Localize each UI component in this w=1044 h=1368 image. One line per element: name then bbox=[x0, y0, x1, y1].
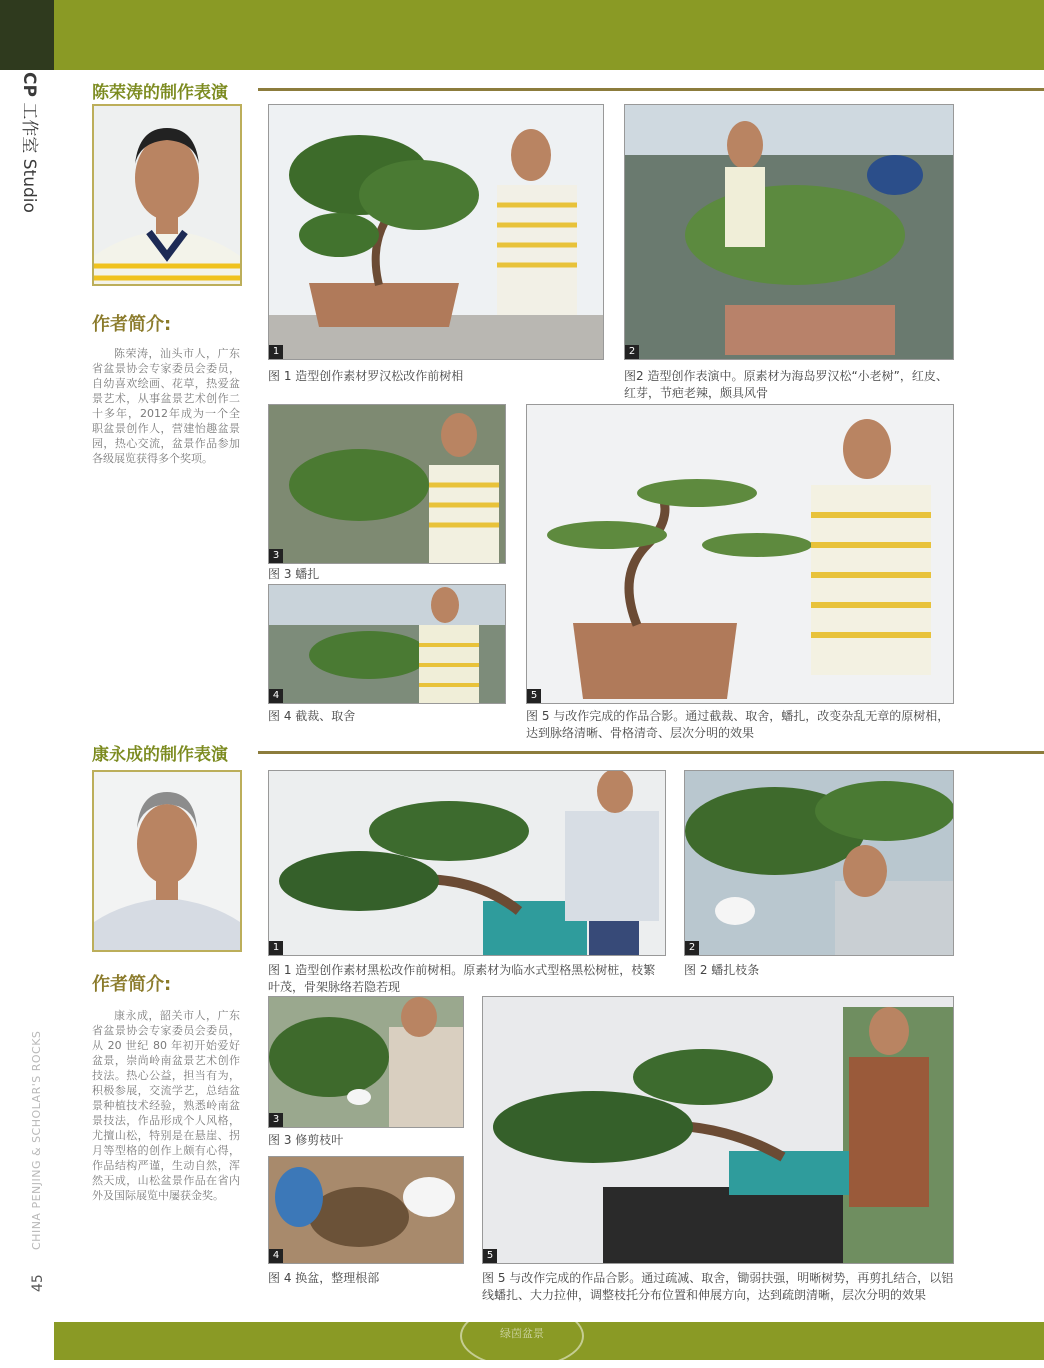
s1-photo-2-number: 2 bbox=[625, 345, 639, 359]
s2-photo-4-image bbox=[269, 1157, 463, 1263]
s1-photo-2-image bbox=[625, 105, 953, 359]
watermark-stamp: 绿茵盆景 bbox=[460, 1304, 584, 1368]
page-number-box bbox=[30, 1266, 50, 1296]
s2-photo-3-number: 3 bbox=[269, 1113, 283, 1127]
s1-photo-5 bbox=[526, 404, 954, 704]
s2-caption-4: 图 4 换盆，整理根部 bbox=[268, 1271, 380, 1285]
s2-photo-1 bbox=[268, 770, 666, 956]
s2-caption-2: 图 2 蟠扎枝条 bbox=[684, 963, 760, 977]
s2-photo-5 bbox=[482, 996, 954, 1264]
column-label bbox=[14, 72, 44, 282]
s2-caption-3: 图 3 修剪枝叶 bbox=[268, 1133, 344, 1147]
magazine-name: CHINA PENJING & SCHOLAR'S ROCKS bbox=[30, 1030, 43, 1250]
s2-photo-3-image bbox=[269, 997, 463, 1127]
s1-photo-2 bbox=[624, 104, 954, 360]
s1-photo-4 bbox=[268, 584, 506, 704]
s2-photo-1-image bbox=[269, 771, 665, 955]
s1-caption-5: 图 5 与改作完成的作品合影。通过截裁、取舍，蟠扎，改变杂乱无章的原树相，达到脉络清晰、骨格清奇、层次分明的效果 bbox=[526, 709, 950, 740]
author2-portrait bbox=[92, 770, 242, 952]
s2-photo-2-number: 2 bbox=[685, 941, 699, 955]
s1-caption-3: 图 3 蟠扎 bbox=[268, 567, 320, 581]
s2-photo-2-image bbox=[685, 771, 953, 955]
s2-photo-5-image bbox=[483, 997, 953, 1263]
author2-bio-title: 作者简介: bbox=[92, 974, 172, 995]
s2-photo-3 bbox=[268, 996, 464, 1128]
s1-photo-3-image bbox=[269, 405, 505, 563]
magazine-name-vertical bbox=[30, 1030, 50, 1250]
author1-portrait bbox=[92, 104, 242, 286]
s2-caption-5: 图 5 与改作完成的作品合影。通过疏减、取舍，锄弱扶强，明晰树势，再剪扎结合，以铝线蟠扎、大力拉伸，调整枝托分布位置和伸展方向，达到疏朗清晰，层次分明的效果 bbox=[482, 1271, 954, 1302]
section2-rule bbox=[258, 751, 1044, 754]
s1-photo-3 bbox=[268, 404, 506, 564]
author1-bio-title: 作者简介: bbox=[92, 314, 172, 335]
s1-caption-2: 图2 造型创作表演中。原素材为海岛罗汉松“小老树”，红皮、红芽，节疤老辣，颇具风骨 bbox=[624, 369, 948, 400]
header-corner bbox=[0, 0, 54, 70]
section1-title: 陈荣涛的制作表演 bbox=[92, 83, 228, 103]
s2-photo-1-number: 1 bbox=[269, 941, 283, 955]
s1-photo-4-image bbox=[269, 585, 505, 703]
s2-photo-2 bbox=[684, 770, 954, 956]
author1-bio: 陈荣涛，汕头市人，广东省盆景协会专家委员会委员，自幼喜欢绘画、花草，热爱盆景艺术，从事盆景艺术创作二十多年，2012年成为一个全职盆景创作人，营建怡趣盆景园，热心交流，盆景作品参加各级展览获得多个奖项。 bbox=[92, 347, 240, 465]
s1-photo-3-number: 3 bbox=[269, 549, 283, 563]
author2-portrait-image bbox=[94, 772, 240, 950]
section2-title: 康永成的制作表演 bbox=[92, 745, 228, 765]
page-number: 45 bbox=[30, 1274, 46, 1292]
column-name: 工作室 Studio bbox=[19, 102, 39, 213]
magazine-tag: CP bbox=[19, 72, 39, 97]
s1-caption-1: 图 1 造型创作素材罗汉松改作前树相 bbox=[268, 369, 464, 383]
s1-photo-5-number: 5 bbox=[527, 689, 541, 703]
header-bar bbox=[0, 0, 1044, 70]
footer-corner bbox=[0, 1322, 54, 1360]
s1-photo-1 bbox=[268, 104, 604, 360]
s1-photo-5-image bbox=[527, 405, 953, 703]
author2-bio: 康永成，韶关市人，广东省盆景协会专家委员会委员，从 20 世纪 80 年初开始爱好盆景，崇尚岭南盆景艺术创作技法。热心公益，担当有为，积极参展，交流学艺，总结盆景种植技术经验，熟悉岭南盆景技法，作品形成个人风格，尤擅山松，特别是在悬崖、拐月等型格的创作上颇有心得，作品结构严谨，生动自然，浑然天成，山松盆景作品在省内外及国际展览中屡获金奖。 bbox=[92, 1009, 240, 1202]
s2-caption-1: 图 1 造型创作素材黑松改作前树相。原素材为临水式型格黑松树桩，枝繁叶茂，骨架脉络若隐若现 bbox=[268, 963, 656, 994]
s2-photo-5-number: 5 bbox=[483, 1249, 497, 1263]
section1-rule bbox=[258, 88, 1044, 91]
author1-portrait-image bbox=[94, 106, 240, 284]
s1-photo-1-image bbox=[269, 105, 603, 359]
s2-photo-4-number: 4 bbox=[269, 1249, 283, 1263]
s1-photo-4-number: 4 bbox=[269, 689, 283, 703]
s1-caption-4: 图 4 截裁、取舍 bbox=[268, 709, 356, 723]
s2-photo-4 bbox=[268, 1156, 464, 1264]
s1-photo-1-number: 1 bbox=[269, 345, 283, 359]
